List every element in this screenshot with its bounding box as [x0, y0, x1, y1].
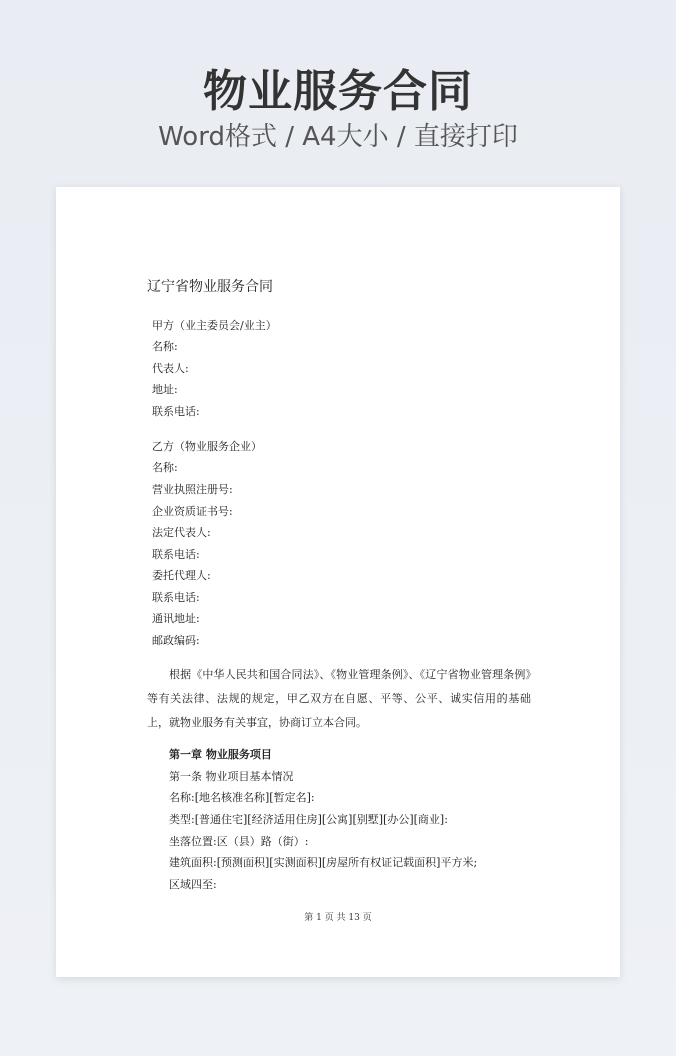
- party-b-line: 法定代表人:: [152, 526, 211, 539]
- party-b-line: 企业资质证书号:: [152, 505, 233, 518]
- party-b-line: 营业执照注册号:: [152, 483, 233, 496]
- article-item: 建筑面积:[预测面积][实测面积][房屋所有权证记载面积]平方米;: [169, 856, 478, 869]
- article-item: 区域四至:: [169, 878, 217, 891]
- chapter-heading: 第一章 物业服务项目: [169, 748, 272, 761]
- article-item: 名称:[地名核准名称][暂定名]:: [169, 791, 315, 804]
- article-item: 类型:[普通住宅][经济适用住房][公寓][别墅][办公][商业]:: [169, 813, 448, 826]
- page-number: 第 1 页 共 13 页: [304, 913, 372, 923]
- party-a-heading: 甲方（业主委员会/业主）: [152, 319, 277, 332]
- hero-title: 物业服务合同: [203, 66, 473, 117]
- party-b-line: 联系电话:: [152, 591, 200, 604]
- preamble-paragraph: 根据《中华人民共和国合同法》、《物业管理条例》、《辽宁省物业管理条例》等有关法律、法规的规定，甲乙双方在自愿、平等、公平、诚实信用的基础上，就物业服务有关事宜，协商订立本合同。: [147, 668, 531, 729]
- party-b-line: 委托代理人:: [152, 569, 211, 582]
- article-heading: 第一条 物业项目基本情况: [169, 770, 294, 783]
- party-b-line: 名称:: [152, 461, 178, 474]
- party-b-line: 通讯地址:: [152, 612, 200, 625]
- party-b-heading: 乙方（物业服务企业）: [152, 440, 262, 453]
- party-a-line: 联系电话:: [152, 405, 200, 418]
- party-b-line: 联系电话:: [152, 548, 200, 561]
- document-page: [56, 187, 620, 977]
- party-b-line: 邮政编码:: [152, 634, 200, 647]
- party-a-line: 名称:: [152, 340, 178, 353]
- party-a-line: 地址:: [152, 383, 178, 396]
- hero-subtitle: Word格式 / A4大小 / 直接打印: [158, 122, 518, 152]
- party-a-line: 代表人:: [152, 362, 189, 375]
- document-title: 辽宁省物业服务合同: [147, 279, 273, 295]
- article-item: 坐落位置:区（县）路（街）:: [169, 835, 309, 848]
